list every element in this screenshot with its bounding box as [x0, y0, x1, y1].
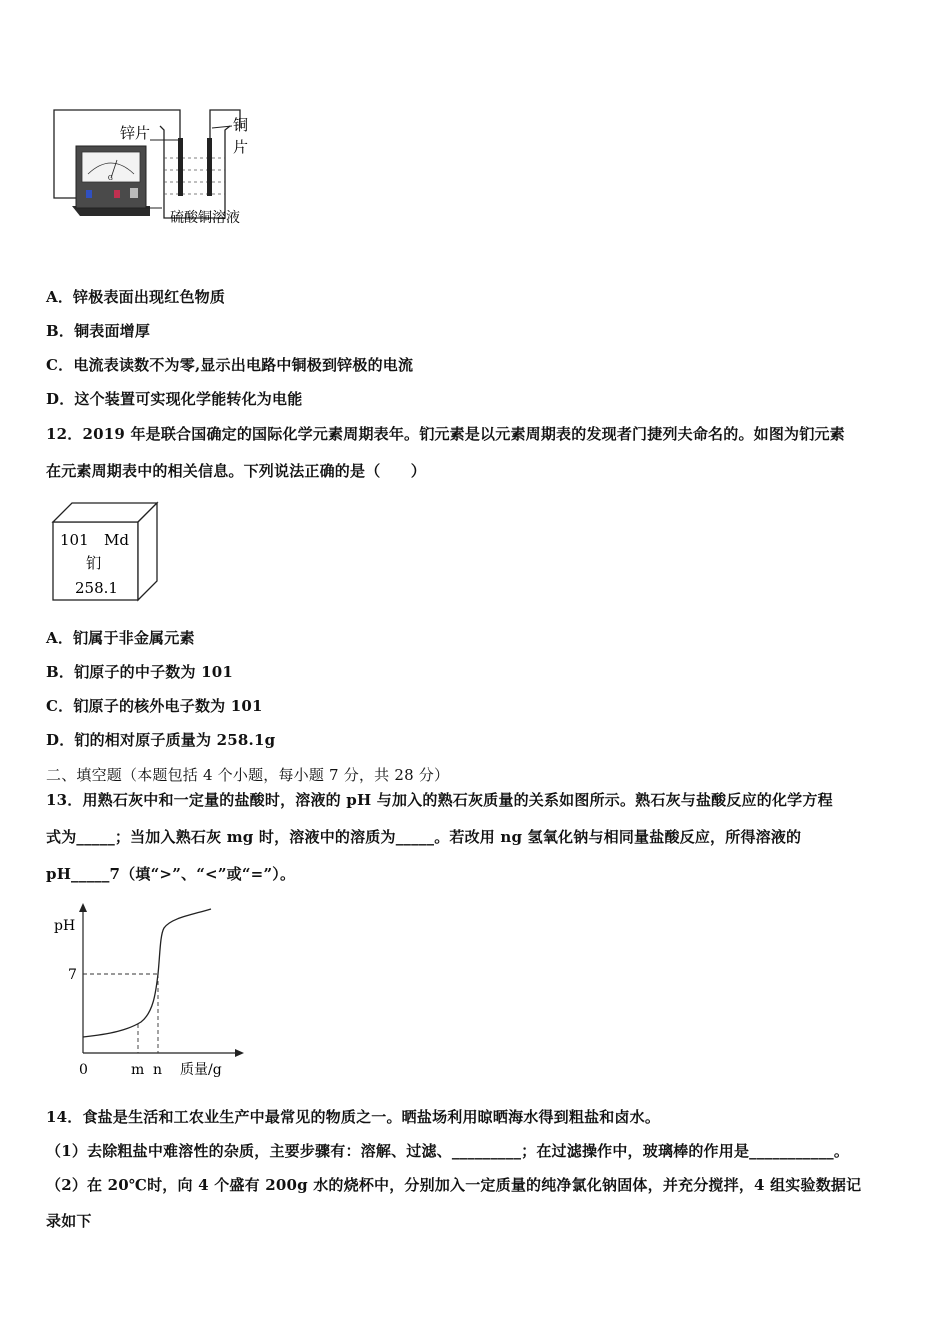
q14-stem-line1: 14．食盐是生活和工农业生产中最常见的物质之一。晒盐场利用晾晒海水得到粗盐和卤水。	[46, 1108, 661, 1126]
q13-stem-line2: 式为_____；当加入熟石灰 mg 时，溶液中的溶质为_____。若改用 ng 氢氧化钠与相同量盐酸反应，所得溶液的	[46, 828, 802, 846]
element-number: 101	[60, 531, 89, 549]
q12-option-a: A．钔属于非金属元素	[46, 629, 195, 647]
q11-option-a: A．锌极表面出现红色物质	[46, 288, 226, 306]
q13-stem-line3: pH_____7（填“>”、“<”或“=”）。	[46, 865, 296, 883]
q11-option-b: B．铜表面增厚	[46, 322, 151, 340]
element-card	[50, 500, 162, 604]
q11-option-c: C．电流表读数不为零,显示出电路中铜极到锌极的电流	[46, 356, 414, 374]
section-heading: 二、填空题（本题包括 4 个小题，每小题 7 分，共 28 分）	[46, 766, 450, 784]
ph-chart	[46, 900, 256, 1082]
q13-stem-line1: 13．用熟石灰中和一定量的盐酸时，溶液的 pH 与加入的熟石灰质量的关系如图所示。熟石灰与盐酸反应的化学方程	[46, 791, 833, 809]
q12-option-c: C．钔原子的核外电子数为 101	[46, 697, 263, 715]
element-name: 钔	[86, 554, 102, 572]
ammeter	[72, 146, 150, 216]
y-axis-arrow	[79, 903, 87, 912]
ph-curve	[83, 909, 211, 1037]
q12-stem-line1: 12．2019 年是联合国确定的国际化学元素周期表年。钔元素是以元素周期表的发现者门捷列夫命名的。如图为钔元素	[46, 425, 845, 443]
copper-label-1: 铜	[233, 116, 249, 134]
copper-label-2: 片	[233, 138, 249, 156]
q12-stem-line2: 在元素周期表中的相关信息。下列说法正确的是（ ）	[46, 462, 427, 480]
x-axis-label: 质量/g	[180, 1062, 222, 1078]
q14-part1: （1）去除粗盐中难溶性的杂质，主要步骤有：溶解、过滤、_________；在过滤操作中，玻璃棒的作用是___________。	[46, 1142, 850, 1160]
q12-option-b: B．钔原子的中子数为 101	[46, 663, 234, 681]
y-axis-label: pH	[54, 918, 76, 934]
zinc-label: 锌片	[120, 124, 151, 142]
y-tick-7: 7	[68, 967, 77, 983]
x-axis-arrow	[235, 1049, 244, 1057]
q11-option-d: D．这个装置可实现化学能转化为电能	[46, 390, 303, 408]
q14-part2-line2: 录如下	[46, 1212, 92, 1230]
solution-label: 硫酸铜溶液	[170, 210, 240, 226]
x-tick-n: n	[153, 1062, 163, 1078]
meter-symbol: G	[108, 175, 113, 182]
element-symbol: Md	[104, 531, 129, 549]
q12-option-d: D．钔的相对原子质量为 258.1g	[46, 731, 276, 749]
q14-part2-line1: （2）在 20℃时，向 4 个盛有 200g 水的烧杯中，分别加入一定质量的纯净氯化钠固体，并充分搅拌，4 组实验数据记	[46, 1176, 862, 1194]
galvanic-cell-figure	[50, 108, 265, 226]
x-tick-m: m	[131, 1062, 145, 1078]
x-tick-0: 0	[79, 1062, 88, 1078]
element-mass: 258.1	[75, 579, 118, 597]
